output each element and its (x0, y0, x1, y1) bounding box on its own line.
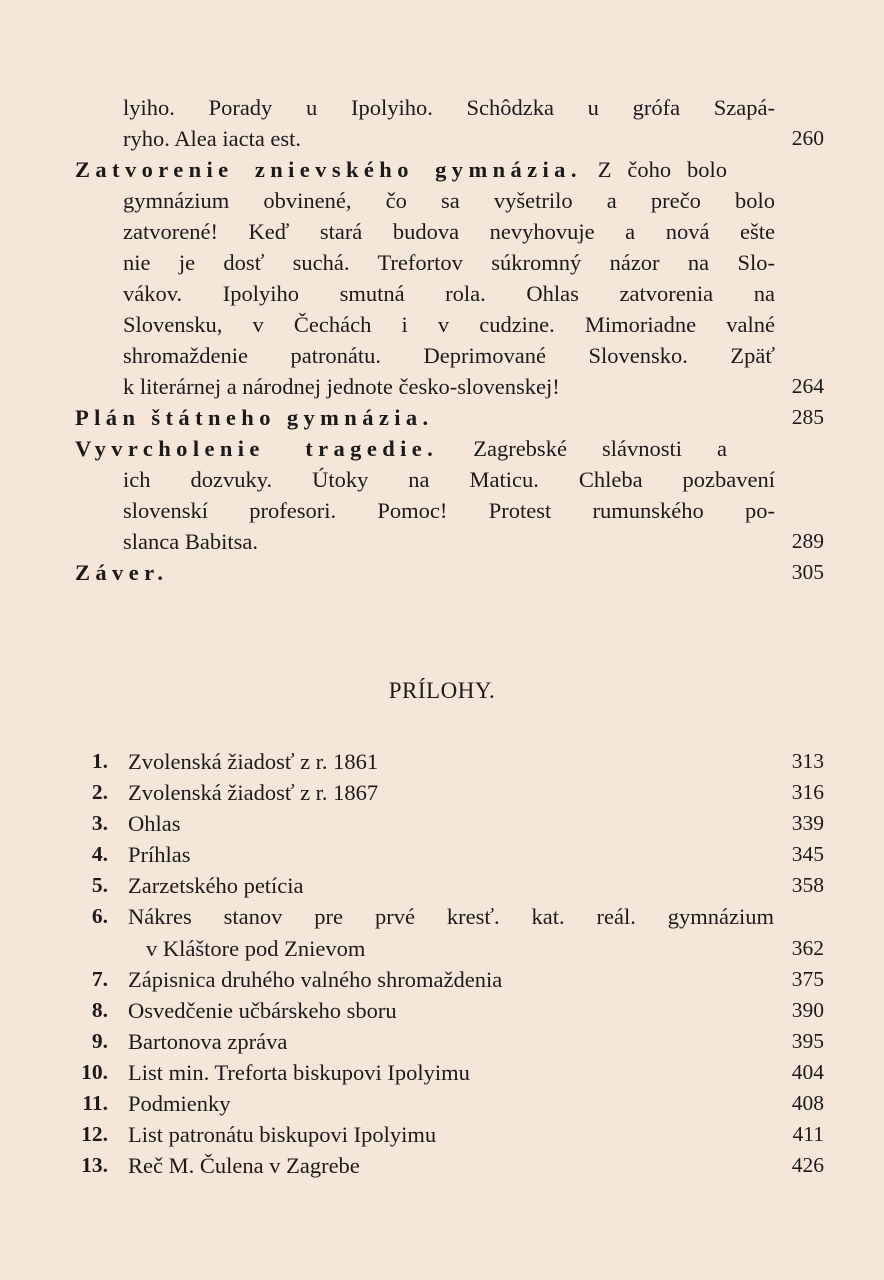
appendix-number: 11. (82, 1091, 108, 1116)
page-number: 260 (791, 126, 824, 150)
appendix-number: 10. (81, 1059, 108, 1084)
appendix-list (0, 746, 884, 1181)
appendix-item (0, 839, 884, 870)
toc-line (0, 123, 884, 154)
appendix-number: 6. (91, 904, 108, 929)
appendix-item (0, 746, 884, 777)
page-number: 313 (791, 749, 824, 773)
appendix-title: Zvolenská žiadosť z r. 1867 (128, 780, 379, 806)
toc-line (0, 433, 884, 464)
toc-chapter-title: Zatvorenie znievského gymnázia. (75, 157, 582, 182)
appendix-item (0, 808, 884, 839)
page-number: 411 (792, 1122, 824, 1147)
toc-line (0, 464, 884, 495)
appendix-title: Zvolenská žiadosť z r. 1861 (128, 749, 379, 774)
appendix-number: 3. (91, 811, 108, 836)
toc-line-text: ich dozvuky. Útoky na Maticu. Chleba pozbavení (123, 467, 775, 492)
appendix-title: List min. Treforta biskupovi Ipolyimu (128, 1059, 470, 1085)
appendix-number: 9. (91, 1028, 108, 1053)
appendix-number: 8. (91, 997, 108, 1022)
toc-line-text: Zagrebské slávnosti a (438, 436, 727, 461)
toc-line (0, 340, 884, 371)
toc-line-text: lyiho. Porady u Ipolyiho. Schôdzka u grófa Szapá- (123, 95, 775, 120)
toc-chapter-title: Vyvrcholenie tragedie. (75, 436, 439, 461)
toc-line (0, 185, 884, 216)
appendix-title: List patronátu biskupovi Ipolyimu (128, 1122, 437, 1148)
page-number: 339 (791, 811, 824, 836)
appendix-title-continuation: v Kláštore pod Znievom (146, 935, 366, 961)
toc-entry (0, 433, 884, 557)
page-number: 289 (791, 529, 824, 553)
appendix-number: 7. (91, 966, 108, 991)
toc-line-text: gymnázium obvinené, čo sa vyšetrilo a prečo bolo (123, 188, 775, 213)
appendix-number: 13. (81, 1153, 108, 1178)
toc-line-text: shromaždenie patronátu. Deprimované Slovensko. Zpäť (123, 343, 775, 368)
appendix-title: Zápisnica druhého valného shromaždenia (128, 966, 503, 992)
appendix-item (0, 1119, 884, 1150)
toc-line-text: slanca Babitsa. (123, 529, 258, 554)
page-number: 316 (791, 780, 824, 805)
toc-line-text: slovenskí profesori. Pomoc! Protest rumunského po- (123, 498, 775, 523)
toc-line (0, 495, 884, 526)
page-number: 404 (791, 1059, 824, 1084)
appendix-title: Podmienky (128, 1091, 231, 1117)
appendix-item (0, 901, 884, 932)
page-number: 395 (791, 1028, 824, 1053)
toc-entry (0, 92, 884, 154)
toc-line (0, 154, 884, 185)
appendix-item (0, 870, 884, 901)
appendix-title: Nákres stanov pre prvé kresť. kat. reál. gymnázium (128, 904, 774, 930)
appendix-item (0, 777, 884, 808)
toc-line-text: Z čoho bolo (581, 157, 727, 182)
appendix-number: 2. (91, 780, 108, 805)
appendix-number: 12. (81, 1122, 108, 1147)
page-number: 358 (791, 873, 824, 898)
toc-line (0, 557, 884, 588)
appendix-item (0, 1026, 884, 1057)
toc-line-text: k literárnej a národnej jednote česko-slovenskej! (123, 374, 560, 399)
appendix-title: Reč M. Čulena v Zagrebe (128, 1153, 360, 1179)
appendix-number: 1. (91, 749, 108, 773)
toc-chapter-title: Záver. (75, 560, 169, 585)
page-number: 390 (791, 997, 824, 1022)
page-number: 264 (791, 374, 824, 398)
toc-line (0, 526, 884, 557)
page-number: 408 (791, 1091, 824, 1116)
page-number: 375 (791, 966, 824, 991)
toc-line (0, 216, 884, 247)
toc-line-text: nie je dosť suchá. Trefortov súkromný názor na Slo- (123, 250, 775, 275)
page-number: 426 (791, 1153, 824, 1178)
toc-line-text: Slovensku, v Čechách i v cudzine. Mimoriadne valné (123, 312, 775, 337)
toc-line (0, 309, 884, 340)
page-number: 345 (791, 842, 824, 867)
toc-chapter-title: Plán štátneho gymnázia. (75, 405, 434, 430)
table-of-contents (0, 92, 884, 588)
toc-line-text: vákov. Ipolyiho smutná rola. Ohlas zatvorenia na (123, 281, 775, 306)
appendix-title: Príhlas (128, 842, 191, 868)
appendix-title: Ohlas (128, 811, 181, 837)
appendix-item (0, 995, 884, 1026)
appendix-item (0, 1057, 884, 1088)
toc-line (0, 402, 884, 433)
page-number: 362 (791, 935, 824, 960)
toc-entry (0, 557, 884, 588)
toc-line-text: ryho. Alea iacta est. (123, 126, 302, 151)
toc-entry (0, 402, 884, 433)
appendix-item (0, 1088, 884, 1119)
toc-line (0, 247, 884, 278)
toc-line (0, 371, 884, 402)
appendix-number: 4. (91, 842, 108, 867)
toc-line (0, 278, 884, 309)
appendix-title: Osvedčenie učbárskeho sboru (128, 997, 397, 1023)
appendix-title: Bartonova zpráva (128, 1028, 288, 1054)
toc-line-text: zatvorené! Keď stará budova nevyhovuje a nová ešte (123, 219, 775, 244)
appendix-item (0, 964, 884, 995)
appendix-title: Zarzetského petícia (128, 873, 304, 899)
appendix-item (0, 1150, 884, 1181)
toc-line (0, 92, 884, 123)
page-number: 285 (791, 405, 824, 429)
page-number: 305 (791, 560, 824, 584)
toc-entry (0, 154, 884, 402)
appendix-number: 5. (91, 873, 108, 898)
appendix-item-continuation (0, 933, 884, 964)
appendix-heading: PRÍLOHY. (388, 678, 496, 703)
